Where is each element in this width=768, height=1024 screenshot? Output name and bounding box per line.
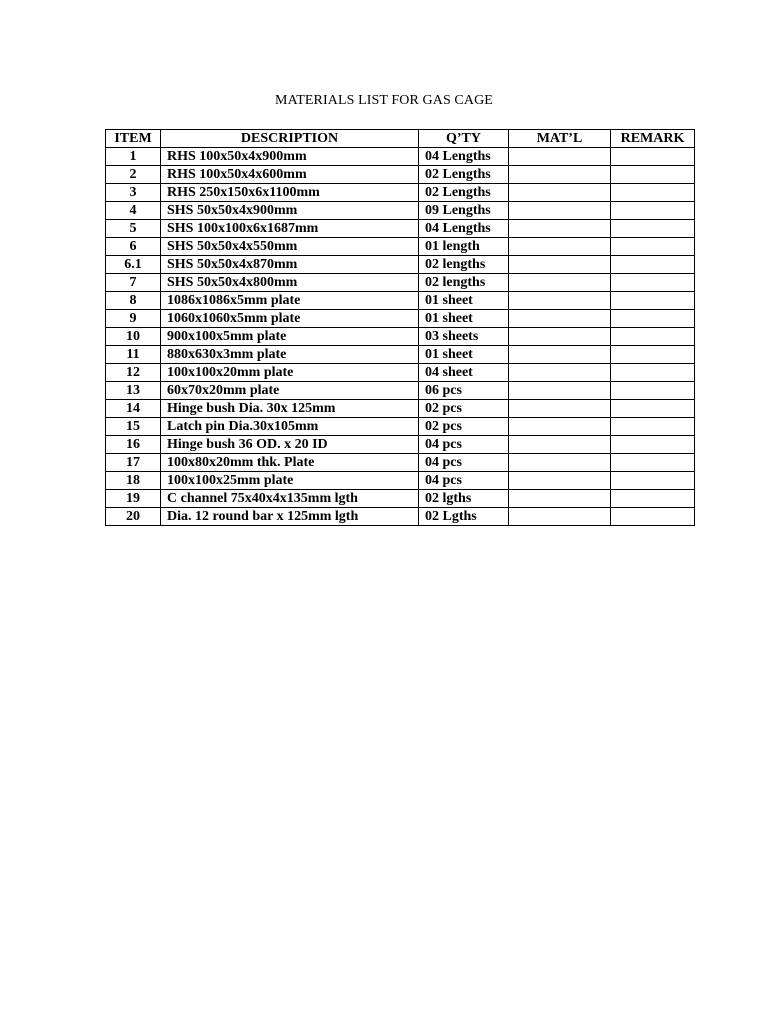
description-cell: 100x100x25mm plate <box>161 472 419 490</box>
description-cell: RHS 100x50x4x900mm <box>161 148 419 166</box>
remark-cell <box>611 202 695 220</box>
header-qty: Q’TY <box>419 130 509 148</box>
material-cell <box>509 202 611 220</box>
header-matl: MAT’L <box>509 130 611 148</box>
remark-cell <box>611 382 695 400</box>
item-number-cell: 7 <box>106 274 161 292</box>
material-cell <box>509 238 611 256</box>
description-cell: SHS 50x50x4x550mm <box>161 238 419 256</box>
item-number-cell: 17 <box>106 454 161 472</box>
table-row <box>106 472 695 490</box>
material-cell <box>509 346 611 364</box>
material-cell <box>509 184 611 202</box>
material-cell <box>509 490 611 508</box>
table-row <box>106 490 695 508</box>
item-number-cell: 9 <box>106 310 161 328</box>
table-row <box>106 346 695 364</box>
description-cell: Dia. 12 round bar x 125mm lgth <box>161 508 419 526</box>
item-number-cell: 6 <box>106 238 161 256</box>
quantity-cell: 01 sheet <box>419 346 509 364</box>
item-number-cell: 8 <box>106 292 161 310</box>
quantity-cell: 03 sheets <box>419 328 509 346</box>
table-row <box>106 274 695 292</box>
item-number-cell: 19 <box>106 490 161 508</box>
quantity-cell: 04 sheet <box>419 364 509 382</box>
remark-cell <box>611 490 695 508</box>
table-row <box>106 238 695 256</box>
remark-cell <box>611 346 695 364</box>
table-row <box>106 166 695 184</box>
table-row <box>106 310 695 328</box>
table-row <box>106 256 695 274</box>
description-cell: SHS 50x50x4x800mm <box>161 274 419 292</box>
remark-cell <box>611 292 695 310</box>
material-cell <box>509 508 611 526</box>
description-cell: RHS 250x150x6x1100mm <box>161 184 419 202</box>
item-number-cell: 15 <box>106 418 161 436</box>
quantity-cell: 04 Lengths <box>419 220 509 238</box>
material-cell <box>509 382 611 400</box>
description-cell: Hinge bush 36 OD. x 20 ID <box>161 436 419 454</box>
quantity-cell: 02 Lgths <box>419 508 509 526</box>
item-number-cell: 14 <box>106 400 161 418</box>
remark-cell <box>611 310 695 328</box>
quantity-cell: 01 length <box>419 238 509 256</box>
material-cell <box>509 292 611 310</box>
table-row <box>106 184 695 202</box>
remark-cell <box>611 238 695 256</box>
description-cell: 100x80x20mm thk. Plate <box>161 454 419 472</box>
quantity-cell: 01 sheet <box>419 310 509 328</box>
materials-table <box>105 129 695 526</box>
item-number-cell: 11 <box>106 346 161 364</box>
item-number-cell: 12 <box>106 364 161 382</box>
material-cell <box>509 310 611 328</box>
quantity-cell: 04 pcs <box>419 454 509 472</box>
description-cell: Latch pin Dia.30x105mm <box>161 418 419 436</box>
remark-cell <box>611 274 695 292</box>
header-item: ITEM <box>106 130 161 148</box>
table-row <box>106 400 695 418</box>
item-number-cell: 13 <box>106 382 161 400</box>
quantity-cell: 01 sheet <box>419 292 509 310</box>
table-row <box>106 292 695 310</box>
description-cell: SHS 50x50x4x900mm <box>161 202 419 220</box>
remark-cell <box>611 184 695 202</box>
material-cell <box>509 148 611 166</box>
description-cell: RHS 100x50x4x600mm <box>161 166 419 184</box>
table-row <box>106 364 695 382</box>
description-cell: 100x100x20mm plate <box>161 364 419 382</box>
item-number-cell: 4 <box>106 202 161 220</box>
remark-cell <box>611 454 695 472</box>
material-cell <box>509 454 611 472</box>
material-cell <box>509 472 611 490</box>
table-row <box>106 148 695 166</box>
quantity-cell: 04 Lengths <box>419 148 509 166</box>
table-row <box>106 418 695 436</box>
description-cell: 880x630x3mm plate <box>161 346 419 364</box>
item-number-cell: 18 <box>106 472 161 490</box>
material-cell <box>509 400 611 418</box>
quantity-cell: 04 pcs <box>419 436 509 454</box>
remark-cell <box>611 400 695 418</box>
quantity-cell: 06 pcs <box>419 382 509 400</box>
remark-cell <box>611 364 695 382</box>
header-remark: REMARK <box>611 130 695 148</box>
material-cell <box>509 220 611 238</box>
table-row <box>106 220 695 238</box>
item-number-cell: 3 <box>106 184 161 202</box>
quantity-cell: 02 pcs <box>419 400 509 418</box>
description-cell: 1086x1086x5mm plate <box>161 292 419 310</box>
quantity-cell: 02 Lengths <box>419 184 509 202</box>
material-cell <box>509 436 611 454</box>
item-number-cell: 1 <box>106 148 161 166</box>
remark-cell <box>611 328 695 346</box>
description-cell: 1060x1060x5mm plate <box>161 310 419 328</box>
remark-cell <box>611 472 695 490</box>
remark-cell <box>611 148 695 166</box>
material-cell <box>509 418 611 436</box>
material-cell <box>509 364 611 382</box>
remark-cell <box>611 166 695 184</box>
table-row <box>106 202 695 220</box>
quantity-cell: 02 pcs <box>419 418 509 436</box>
item-number-cell: 20 <box>106 508 161 526</box>
table-row <box>106 508 695 526</box>
quantity-cell: 09 Lengths <box>419 202 509 220</box>
table-row <box>106 454 695 472</box>
quantity-cell: 02 lengths <box>419 256 509 274</box>
material-cell <box>509 328 611 346</box>
remark-cell <box>611 418 695 436</box>
quantity-cell: 02 Lengths <box>419 166 509 184</box>
description-cell: SHS 100x100x6x1687mm <box>161 220 419 238</box>
item-number-cell: 16 <box>106 436 161 454</box>
table-header-row <box>106 130 695 148</box>
remark-cell <box>611 256 695 274</box>
table-row <box>106 436 695 454</box>
description-cell: 900x100x5mm plate <box>161 328 419 346</box>
description-cell: Hinge bush Dia. 30x 125mm <box>161 400 419 418</box>
remark-cell <box>611 436 695 454</box>
item-number-cell: 10 <box>106 328 161 346</box>
material-cell <box>509 274 611 292</box>
description-cell: 60x70x20mm plate <box>161 382 419 400</box>
remark-cell <box>611 220 695 238</box>
material-cell <box>509 256 611 274</box>
table-row <box>106 382 695 400</box>
quantity-cell: 04 pcs <box>419 472 509 490</box>
item-number-cell: 2 <box>106 166 161 184</box>
quantity-cell: 02 lengths <box>419 274 509 292</box>
table-body <box>106 148 695 526</box>
item-number-cell: 5 <box>106 220 161 238</box>
material-cell <box>509 166 611 184</box>
quantity-cell: 02 lgths <box>419 490 509 508</box>
description-cell: C channel 75x40x4x135mm lgth <box>161 490 419 508</box>
remark-cell <box>611 508 695 526</box>
document-title: MATERIALS LIST FOR GAS CAGE <box>275 93 493 108</box>
item-number-cell: 6.1 <box>106 256 161 274</box>
table-row <box>106 328 695 346</box>
header-description: DESCRIPTION <box>161 130 419 148</box>
description-cell: SHS 50x50x4x870mm <box>161 256 419 274</box>
